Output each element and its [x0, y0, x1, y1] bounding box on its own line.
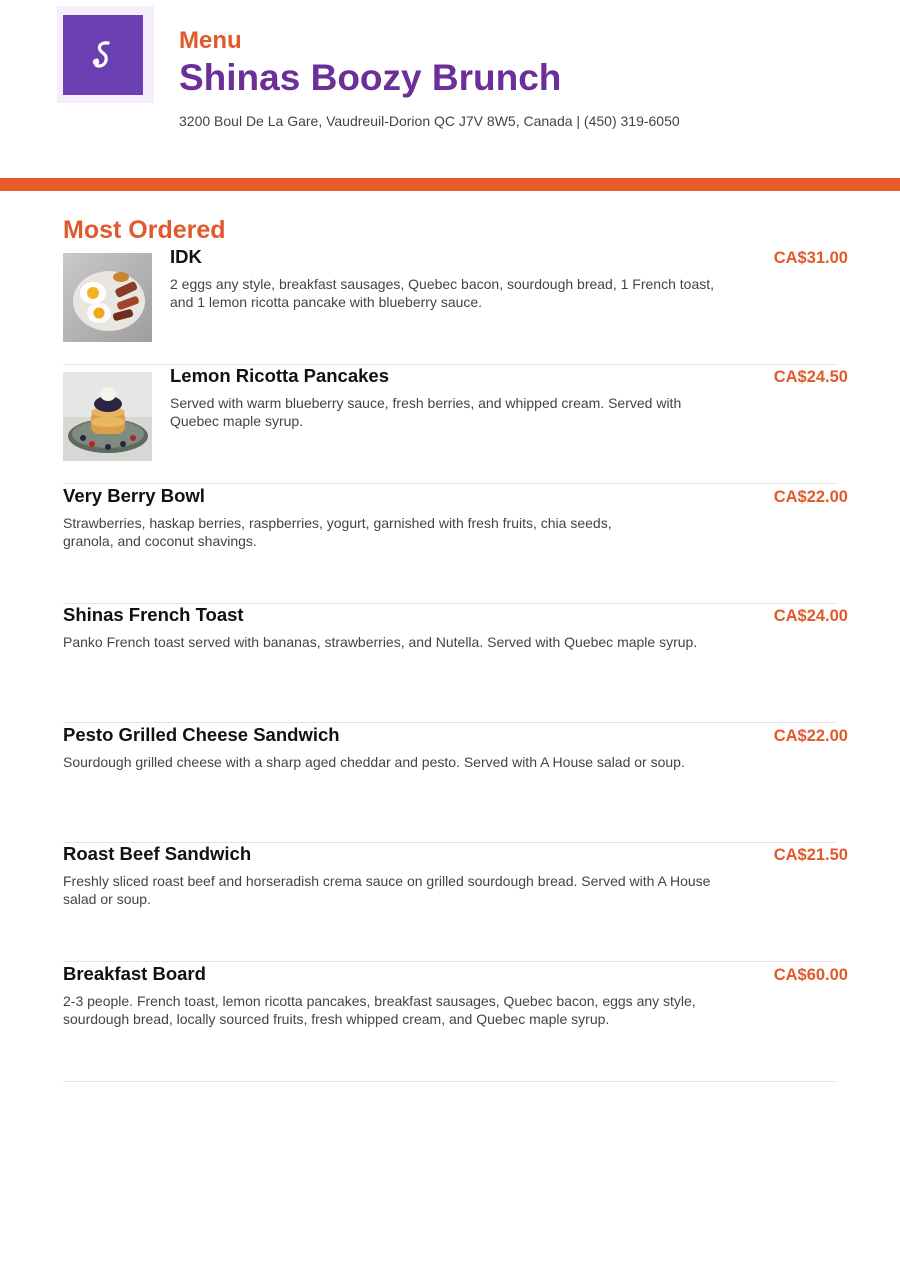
header [179, 26, 680, 130]
menu-item[interactable] [63, 485, 848, 604]
logo-container [57, 6, 154, 103]
menu-item[interactable] [63, 246, 848, 365]
item-name: IDK [170, 246, 202, 267]
item-description: 2-3 people. French toast, lemon ricotta pancakes, breakfast sausages, Quebec bacon, eggs any style, sourdough bread, locally sourced fruits, fresh whipped cream, and Quebec maple syrup. [63, 993, 696, 1027]
item-body [63, 963, 743, 1028]
item-price: CA$22.00 [773, 727, 848, 745]
item-price: CA$31.00 [773, 249, 848, 267]
item-body [63, 724, 743, 771]
accent-bar [0, 178, 900, 191]
menu-item[interactable] [63, 843, 848, 962]
divider [63, 722, 836, 723]
item-body [63, 604, 743, 651]
restaurant-address: 3200 Boul De La Gare, Vaudreuil-Dorion QC J7V 8W5, Canada | (450) 319-6050 [179, 113, 680, 129]
item-price: CA$21.50 [773, 846, 848, 864]
menu-item[interactable] [63, 963, 848, 1082]
item-description: Strawberries, haskap berries, raspberries, yogurt, garnished with fresh fruits, chia seeds, granola, and coconut shavings. [63, 515, 612, 549]
item-body [63, 843, 723, 908]
item-body [63, 485, 663, 550]
item-description: 2 eggs any style, breakfast sausages, Quebec bacon, sourdough bread, 1 French toast, and 1 lemon ricotta pancake with blueberry sauce. [170, 276, 715, 310]
item-price: CA$24.50 [773, 368, 848, 386]
item-price: CA$22.00 [773, 488, 848, 506]
item-name: Shinas French Toast [63, 604, 244, 625]
item-description: Served with warm blueberry sauce, fresh berries, and whipped cream. Served with Quebec maple syrup. [170, 395, 682, 429]
item-name: Lemon Ricotta Pancakes [170, 365, 389, 386]
item-name: Pesto Grilled Cheese Sandwich [63, 724, 340, 745]
item-description: Panko French toast served with bananas, strawberries, and Nutella. Served with Quebec maple syrup. [63, 634, 698, 650]
item-body [170, 365, 730, 430]
restaurant-name: Shinas Boozy Brunch [179, 57, 562, 98]
item-price: CA$24.00 [773, 607, 848, 625]
divider [63, 961, 836, 962]
item-description: Freshly sliced roast beef and horseradish crema sauce on grilled sourdough bread. Served with A House salad or soup. [63, 873, 711, 907]
menu-kicker: Menu [179, 27, 242, 54]
item-name: Very Berry Bowl [63, 485, 205, 506]
divider [63, 1081, 836, 1082]
item-body [170, 246, 730, 311]
menu-item[interactable] [63, 724, 848, 843]
section-title: Most Ordered [63, 216, 226, 244]
item-name: Breakfast Board [63, 963, 206, 984]
item-price: CA$60.00 [773, 966, 848, 984]
brand-s-logo-icon [63, 15, 143, 95]
pancake-stack-photo [63, 372, 152, 461]
divider [63, 483, 836, 484]
menu-item[interactable] [63, 365, 848, 484]
menu-item[interactable] [63, 604, 848, 723]
breakfast-plate-photo [63, 253, 152, 342]
item-name: Roast Beef Sandwich [63, 843, 252, 864]
logo-glyph [83, 35, 123, 75]
item-description: Sourdough grilled cheese with a sharp aged cheddar and pesto. Served with A House salad or soup. [63, 754, 685, 770]
